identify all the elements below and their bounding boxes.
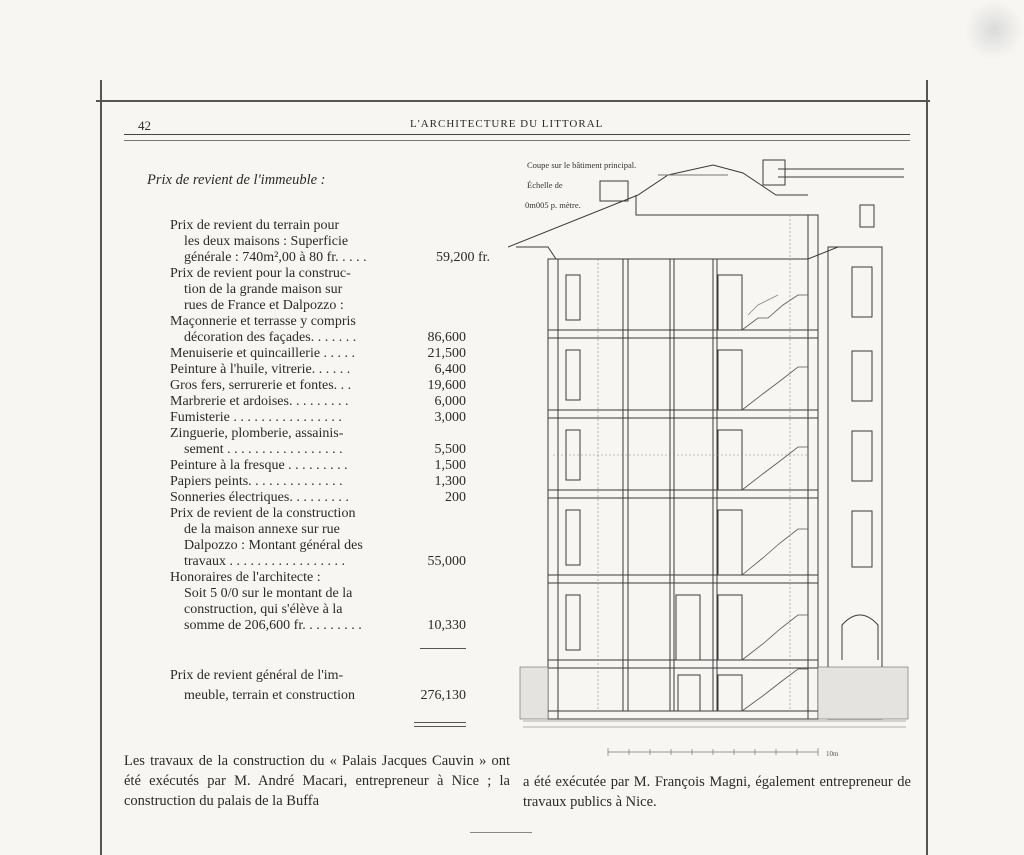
scan-artifact [964, 0, 1024, 60]
total-value: 276,130 [420, 688, 466, 703]
cost-item-label: Sonneries électriques. . . . . . . . . [170, 490, 349, 505]
section-title: Prix de revient de l'immeuble : [147, 172, 326, 188]
cost-item-label: décoration des façades. . . . . . . [184, 330, 357, 345]
body-paragraph: Les travaux de la construction du « Palais Jacques Cauvin » ont été exécutés par M. André Macari, entrepreneur à Nice ; la construction du palais de la Buffa [124, 753, 510, 809]
page-number: 42 [138, 118, 151, 133]
cost-item-label: rues de France et Dalpozzo : [184, 298, 344, 313]
cost-item-label: Fumisterie . . . . . . . . . . . . . . . . [170, 410, 342, 425]
sum-rule [420, 648, 466, 649]
double-rule [414, 726, 466, 727]
cost-item-label: construction, qui s'élève à la [184, 602, 343, 617]
total-label: meuble, terrain et construction [184, 688, 356, 703]
cost-item-value: 86,600 [427, 330, 466, 345]
cost-item-label: sement . . . . . . . . . . . . . . . . . [184, 442, 343, 457]
cost-item-label: travaux . . . . . . . . . . . . . . . . . [184, 554, 345, 569]
scale-end-label: 10m [826, 750, 839, 758]
cost-item-value: 10,330 [427, 618, 466, 633]
cost-item-label: de la maison annexe sur rue [184, 522, 340, 537]
cost-item-value: 200 [445, 490, 466, 505]
cost-item-label: Prix de revient du terrain pour [170, 218, 340, 233]
cost-item-value: 1,500 [434, 458, 466, 473]
cost-item-label: Peinture à l'huile, vitrerie. . . . . . [170, 362, 351, 377]
cost-item-value: 55,000 [427, 554, 466, 569]
cost-item-label: Menuiserie et quincaillerie . . . . . [170, 346, 356, 361]
cost-item-label: Honoraires de l'architecte : [170, 570, 321, 585]
cost-item-label: Maçonnerie et terrasse y compris [170, 314, 356, 329]
page-frame-top [96, 100, 930, 102]
figure-caption: 0m005 p. mètre. [525, 200, 581, 210]
cost-item-value: 59,200 fr. [435, 250, 490, 265]
cost-item-label: Papiers peints. . . . . . . . . . . . . . [170, 474, 343, 489]
total-label: Prix de revient général de l'im- [170, 668, 344, 683]
cost-item-label: Prix de revient pour la construc- [170, 266, 351, 281]
cost-item-value: 1,300 [434, 474, 466, 489]
footer-rule [470, 832, 532, 833]
cost-item-label: Prix de revient de la construction [170, 506, 356, 521]
cost-item-value: 5,500 [434, 442, 466, 457]
body-paragraph: a été exécutée par M. François Magni, également entrepreneur de travaux publics à Nice. [523, 774, 911, 810]
cost-item-label: Dalpozzo : Montant général des [184, 538, 363, 553]
cost-item-label: tion de la grande maison sur [184, 282, 343, 297]
cost-item-label: Soit 5 0/0 sur le montant de la [184, 586, 353, 601]
cost-item-label: générale : 740m²,00 à 80 fr. . . . . [184, 250, 367, 265]
cost-item-value: 21,500 [427, 346, 466, 361]
running-title: L'ARCHITECTURE DU LITTORAL [410, 118, 604, 130]
page-frame-right [926, 80, 928, 855]
cost-item-value: 19,600 [427, 378, 466, 393]
header-rule [124, 140, 910, 141]
cost-item-value: 3,000 [434, 410, 466, 425]
figure-caption: Échelle de [527, 180, 563, 190]
cost-item-label: Marbrerie et ardoises. . . . . . . . . [170, 394, 349, 409]
figure-caption: Coupe sur le bâtiment principal. [527, 160, 637, 170]
building-section-drawing [508, 155, 918, 763]
header-rule [124, 134, 910, 135]
cost-item-value: 6,000 [434, 394, 466, 409]
cost-item-label: Zinguerie, plomberie, assainis- [170, 426, 344, 441]
cost-item-label: les deux maisons : Superficie [184, 234, 349, 249]
cost-item-label: Peinture à la fresque . . . . . . . . . [170, 458, 348, 473]
cost-item-label: somme de 206,600 fr. . . . . . . . . [184, 618, 362, 633]
double-rule [414, 722, 466, 723]
cost-item-value: 6,400 [434, 362, 466, 377]
page-frame-left [100, 80, 102, 855]
cost-item-label: Gros fers, serrurerie et fontes. . . [170, 378, 352, 393]
